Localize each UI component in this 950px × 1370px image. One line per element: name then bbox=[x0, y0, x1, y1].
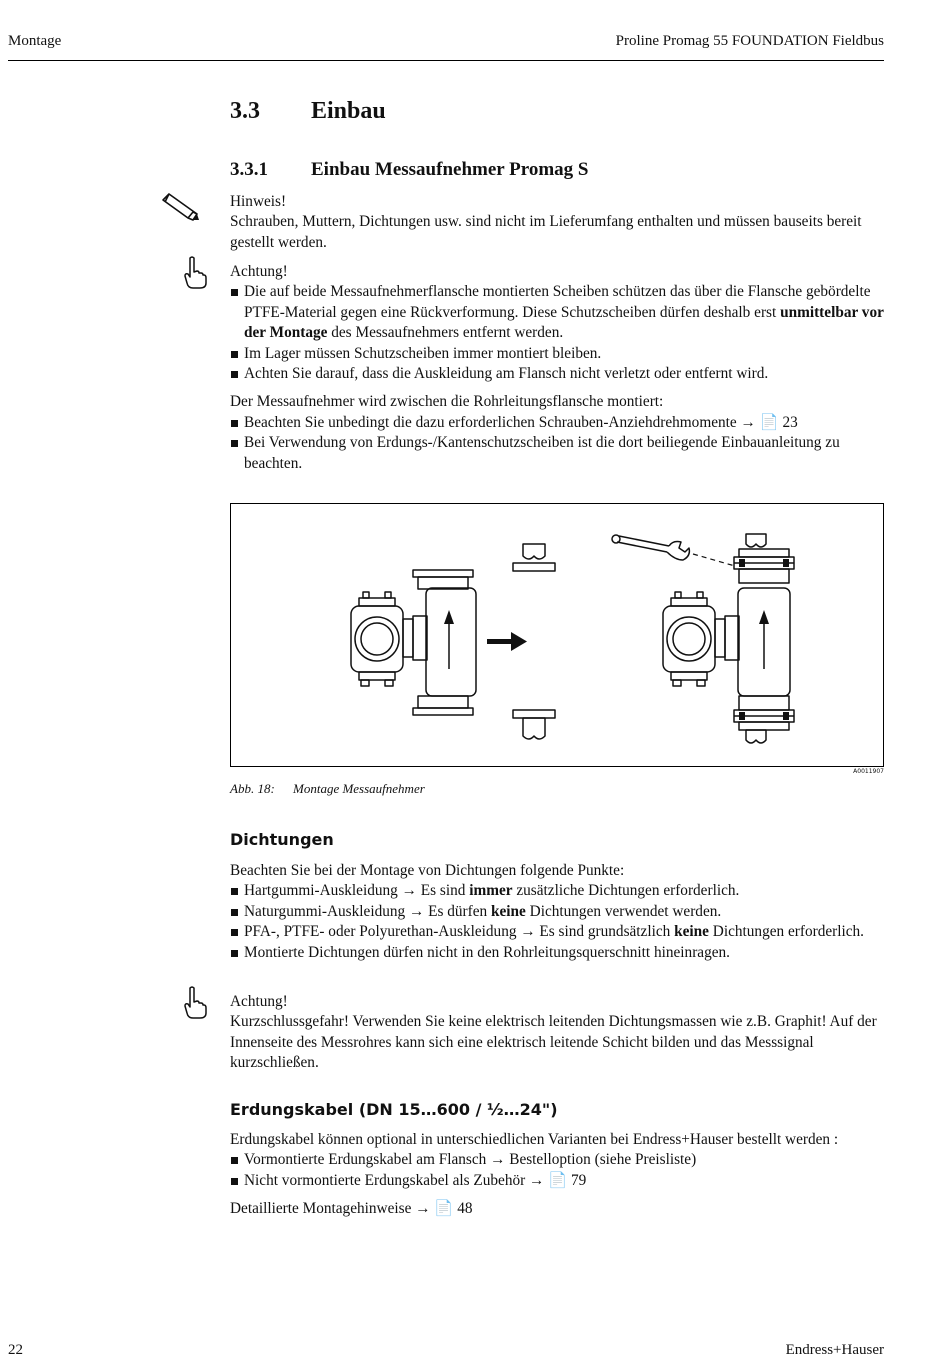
list-item: Vormontierte Erdungskabel am Flansch → Bestelloption (siehe Preisliste) bbox=[230, 1150, 888, 1170]
gaskets-heading: Dichtungen bbox=[230, 830, 334, 849]
note-title: Hinweis! bbox=[230, 193, 287, 210]
header-product: Proline Promag 55 FOUNDATION Fieldbus bbox=[615, 33, 884, 49]
list-item: Achten Sie darauf, dass die Auskleidung am Flansch nicht verletzt oder entfernt wird. bbox=[230, 364, 888, 384]
section-number: 3.3 bbox=[230, 98, 260, 124]
pointing-hand-icon bbox=[182, 986, 208, 1020]
caution2-text: Kurzschlussgefahr! Verwenden Sie keine elektrisch leitenden Dichtungsmassen wie z.B. Graphit! Auf der Innenseite des Messrohres kann sich eine elektrisch leitende Schicht bilden und das Messsignal kurzschließen. bbox=[230, 1013, 877, 1072]
list-item: Nicht vormontierte Erdungskabel als Zubehör → 📄 79 bbox=[230, 1171, 888, 1191]
note-text: Schrauben, Muttern, Dichtungen usw. sind nicht im Lieferumfang enthalten und müssen bauseits bereit gestellt werden. bbox=[230, 213, 862, 251]
page-number: 22 bbox=[8, 1342, 23, 1358]
subsection-number: 3.3.1 bbox=[230, 159, 268, 180]
section-title: Einbau bbox=[311, 98, 386, 124]
caution-block-1 bbox=[230, 262, 888, 474]
caution1-list bbox=[230, 282, 888, 384]
list-item: Beachten Sie unbedingt die dazu erforderlichen Schrauben-Anziehdrehmomente → 📄 23 bbox=[230, 413, 888, 433]
caption-text: Montage Messaufnehmer bbox=[293, 781, 425, 796]
note-block bbox=[230, 192, 888, 253]
caution2-title: Achtung! bbox=[230, 993, 288, 1010]
header-rule bbox=[8, 60, 884, 61]
list-item: Naturgummi-Auskleidung → Es dürfen keine Dichtungen verwendet werden. bbox=[230, 902, 888, 922]
grounding-block bbox=[230, 1130, 888, 1220]
caution-block-2 bbox=[230, 992, 888, 1074]
figure-frame bbox=[230, 503, 884, 767]
gaskets-intro: Beachten Sie bei der Montage von Dichtungen folgende Punkte: bbox=[230, 862, 625, 879]
mount-list bbox=[230, 413, 888, 474]
list-item: Montierte Dichtungen dürfen nicht in den Rohrleitungsquerschnitt hineinragen. bbox=[230, 943, 888, 963]
figure-id: A0011907 bbox=[853, 768, 884, 775]
caution1-title: Achtung! bbox=[230, 263, 288, 280]
figure-caption bbox=[230, 781, 425, 797]
list-item: PFA-, PTFE- oder Polyurethan-Auskleidung → Es sind grundsätzlich keine Dichtungen erforderlich. bbox=[230, 922, 888, 942]
list-item: Hartgummi-Auskleidung → Es sind immer zusätzliche Dichtungen erforderlich. bbox=[230, 881, 888, 901]
pencil-icon bbox=[160, 192, 200, 222]
grounding-intro: Erdungskabel können optional in unterschiedlichen Varianten bei Endress+Hauser bestellt werden : bbox=[230, 1131, 839, 1148]
mount-intro: Der Messaufnehmer wird zwischen die Rohrleitungsflansche montiert: bbox=[230, 393, 664, 411]
mounting-illustration bbox=[231, 504, 883, 766]
pointing-hand-icon bbox=[182, 256, 208, 290]
list-item: Im Lager müssen Schutzscheiben immer montiert bleiben. bbox=[230, 344, 888, 364]
grounding-detail: Detaillierte Montagehinweise → 📄 48 bbox=[230, 1200, 473, 1218]
caption-number: Abb. 18: bbox=[230, 781, 275, 796]
header-chapter: Montage bbox=[8, 33, 62, 49]
subsection-title: Einbau Messaufnehmer Promag S bbox=[311, 159, 589, 180]
gaskets-list bbox=[230, 881, 888, 963]
list-item: Die auf beide Messaufnehmerflansche montierten Scheiben schützen das über die Flansche gebördelte PTFE-Material gegen eine Rückverformung. Diese Schutzscheiben dürfen deshalb erst unmittelbar vor der Montage des Messaufnehmers entfernt werden. bbox=[230, 282, 888, 343]
list-item: Bei Verwendung von Erdungs-/Kantenschutzscheiben ist die dort beiliegende Einbauanleitung zu beachten. bbox=[230, 433, 888, 474]
gaskets-block bbox=[230, 861, 888, 963]
grounding-heading: Erdungskabel (DN 15…600 / ½…24") bbox=[230, 1100, 558, 1119]
footer-brand: Endress+Hauser bbox=[785, 1342, 884, 1358]
grounding-list bbox=[230, 1150, 888, 1191]
